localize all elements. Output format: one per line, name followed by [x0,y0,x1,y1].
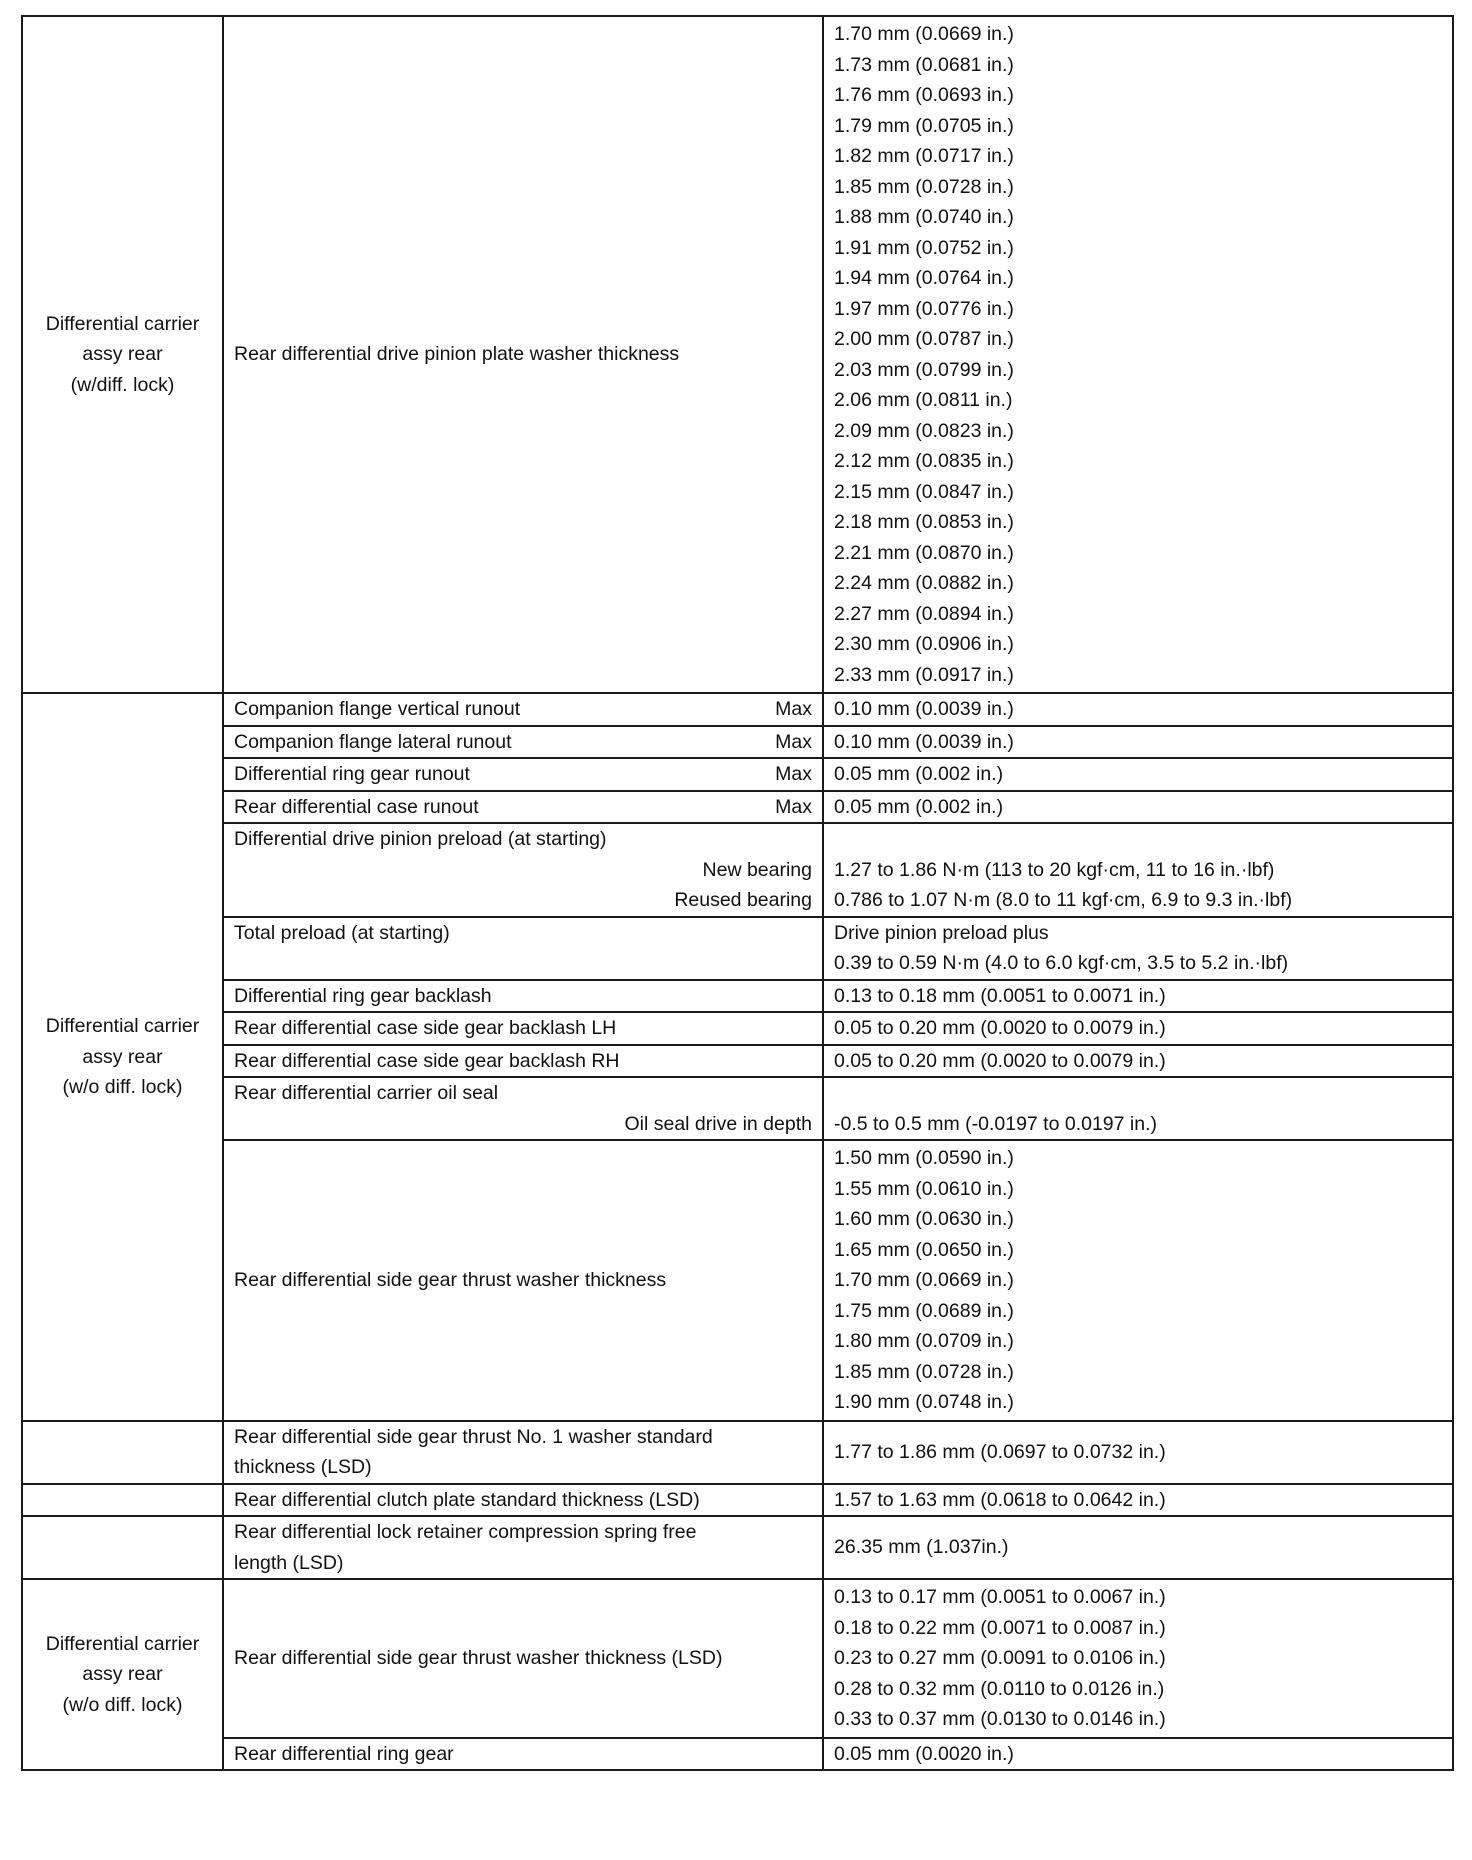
value-line: 0.13 to 0.17 mm (0.0051 to 0.0067 in.) [834,1586,1166,1608]
component-cell-empty [22,1421,223,1484]
value-line: 2.06 mm (0.0811 in.) [834,389,1013,411]
table-row [22,1421,1453,1484]
table-row [22,980,1453,1013]
value-cell: 0.05 to 0.20 mm (0.0020 to 0.0079 in.) [823,1045,1453,1078]
value-line: 1.90 mm (0.0748 in.) [834,1391,1014,1413]
table-row [22,693,1453,726]
value-line: 1.94 mm (0.0764 in.) [834,267,1014,289]
value-line: 1.60 mm (0.0630 in.) [834,1208,1014,1230]
item-cell: Rear differential carrier oil seal Oil seal drive in depth [223,1077,823,1140]
value-line: 2.18 mm (0.0853 in.) [834,511,1014,533]
item-cell: Rear differential case side gear backlash RH [223,1045,823,1078]
value-line: 2.33 mm (0.0917 in.) [834,663,1014,686]
item-cell: Differential ring gear runout Max [223,758,823,791]
value-line: 2.09 mm (0.0823 in.) [834,419,1014,442]
value-list [823,16,1453,693]
item-cell: Rear differential case runout Max [223,791,823,824]
value-cell: 1.77 to 1.86 mm (0.0697 to 0.0732 in.) [823,1421,1453,1484]
value-line: 1.50 mm (0.0590 in.) [834,1147,1014,1169]
value-line: 2.24 mm (0.0882 in.) [834,572,1014,594]
value-line: 1.85 mm (0.0728 in.) [834,175,1014,198]
table-row [22,1140,1453,1421]
value-cell: 0.05 to 0.20 mm (0.0020 to 0.0079 in.) [823,1012,1453,1045]
value-cell: 0.05 mm (0.002 in.) [823,791,1453,824]
value-line: 2.21 mm (0.0870 in.) [834,541,1014,564]
value-list [823,1140,1453,1421]
value-cell: 0.10 mm (0.0039 in.) [823,693,1453,726]
spec-table [21,15,1454,1771]
item-cell: Rear differential side gear thrust washer thickness (LSD) [223,1579,823,1738]
component-cell: Differential carrier assy rear (w/o diff. lock) [22,1579,223,1770]
value-cell: 0.13 to 0.18 mm (0.0051 to 0.0071 in.) [823,980,1453,1013]
value-line: 2.15 mm (0.0847 in.) [834,480,1014,503]
table-row [22,758,1453,791]
value-cell: 1.27 to 1.86 N·m (113 to 20 kgf·cm, 11 to 16 in.·lbf) 0.786 to 1.07 N·m (8.0 to 11 kgf·cm, 6.9 to 9.3 in.·lbf) [823,823,1453,917]
item-cell: Rear differential side gear thrust No. 1 washer standard thickness (LSD) [223,1421,823,1484]
component-cell-empty [22,1516,223,1579]
table-row [22,1484,1453,1517]
item-cell: Differential ring gear backlash [223,980,823,1013]
table-row [22,1045,1453,1078]
item-cell: Differential drive pinion preload (at starting) New bearing Reused bearing [223,823,823,917]
table-row [22,823,1453,917]
value-line: 1.91 mm (0.0752 in.) [834,236,1014,259]
value-line: 2.00 mm (0.0787 in.) [834,328,1014,350]
item-cell: Total preload (at starting) [223,917,823,980]
component-cell-empty [22,1484,223,1517]
value-line: 1.88 mm (0.0740 in.) [834,206,1014,228]
value-cell: 0.05 mm (0.0020 in.) [823,1738,1453,1771]
value-line: 0.33 to 0.37 mm (0.0130 to 0.0146 in.) [834,1708,1166,1730]
value-line: 1.82 mm (0.0717 in.) [834,145,1014,167]
table-row [22,726,1453,759]
value-cell: -0.5 to 0.5 mm (-0.0197 to 0.0197 in.) [823,1077,1453,1140]
item-cell: Rear differential lock retainer compression spring free length (LSD) [223,1516,823,1579]
item-cell: Rear differential ring gear [223,1738,823,1771]
value-line: 1.79 mm (0.0705 in.) [834,114,1014,137]
table-row [22,1579,1453,1738]
component-cell: Differential carrier assy rear (w/diff. lock) [22,16,223,693]
item-cell: Companion flange vertical runout Max [223,693,823,726]
table-row [22,791,1453,824]
value-line: 0.28 to 0.32 mm (0.0110 to 0.0126 in.) [834,1677,1165,1700]
value-line: 2.27 mm (0.0894 in.) [834,602,1014,625]
table-row [22,1077,1453,1140]
value-cell: 0.05 mm (0.002 in.) [823,758,1453,791]
value-line: 1.70 mm (0.0669 in.) [834,23,1014,45]
item-cell: Rear differential clutch plate standard thickness (LSD) [223,1484,823,1517]
component-cell: Differential carrier assy rear (w/o diff. lock) [22,693,223,1421]
value-line: 2.12 mm (0.0835 in.) [834,450,1014,472]
value-cell: 1.57 to 1.63 mm (0.0618 to 0.0642 in.) [823,1484,1453,1517]
value-line: 1.73 mm (0.0681 in.) [834,53,1014,76]
value-line: 1.65 mm (0.0650 in.) [834,1238,1014,1261]
qualifier-max: Max [775,795,812,818]
value-line: 0.23 to 0.27 mm (0.0091 to 0.0106 in.) [834,1647,1166,1669]
value-line: 1.55 mm (0.0610 in.) [834,1177,1014,1200]
value-line: 2.30 mm (0.0906 in.) [834,633,1014,655]
qualifier-max: Max [775,698,812,720]
qualifier-max: Max [775,730,812,753]
item-cell: Rear differential case side gear backlash LH [223,1012,823,1045]
value-line: 1.75 mm (0.0689 in.) [834,1299,1014,1322]
value-line: 2.03 mm (0.0799 in.) [834,358,1014,381]
item-cell: Companion flange lateral runout Max [223,726,823,759]
value-line: 1.76 mm (0.0693 in.) [834,84,1014,106]
value-line: 1.80 mm (0.0709 in.) [834,1330,1014,1352]
value-line: 0.18 to 0.22 mm (0.0071 to 0.0087 in.) [834,1616,1166,1639]
item-cell: Rear differential side gear thrust washer thickness [223,1140,823,1421]
value-cell: Drive pinion preload plus 0.39 to 0.59 N·m (4.0 to 6.0 kgf·cm, 3.5 to 5.2 in.·lbf) [823,917,1453,980]
qualifier-max: Max [775,763,812,785]
table-row [22,917,1453,980]
item-cell: Rear differential drive pinion plate washer thickness [223,16,823,693]
table-row [22,1012,1453,1045]
table-row [22,1516,1453,1579]
value-list [823,1579,1453,1738]
value-cell: 26.35 mm (1.037in.) [823,1516,1453,1579]
table-row [22,1738,1453,1771]
value-line: 1.70 mm (0.0669 in.) [834,1269,1014,1291]
table-row [22,16,1453,693]
value-line: 1.85 mm (0.0728 in.) [834,1360,1014,1383]
value-line: 1.97 mm (0.0776 in.) [834,297,1014,320]
value-cell: 0.10 mm (0.0039 in.) [823,726,1453,759]
